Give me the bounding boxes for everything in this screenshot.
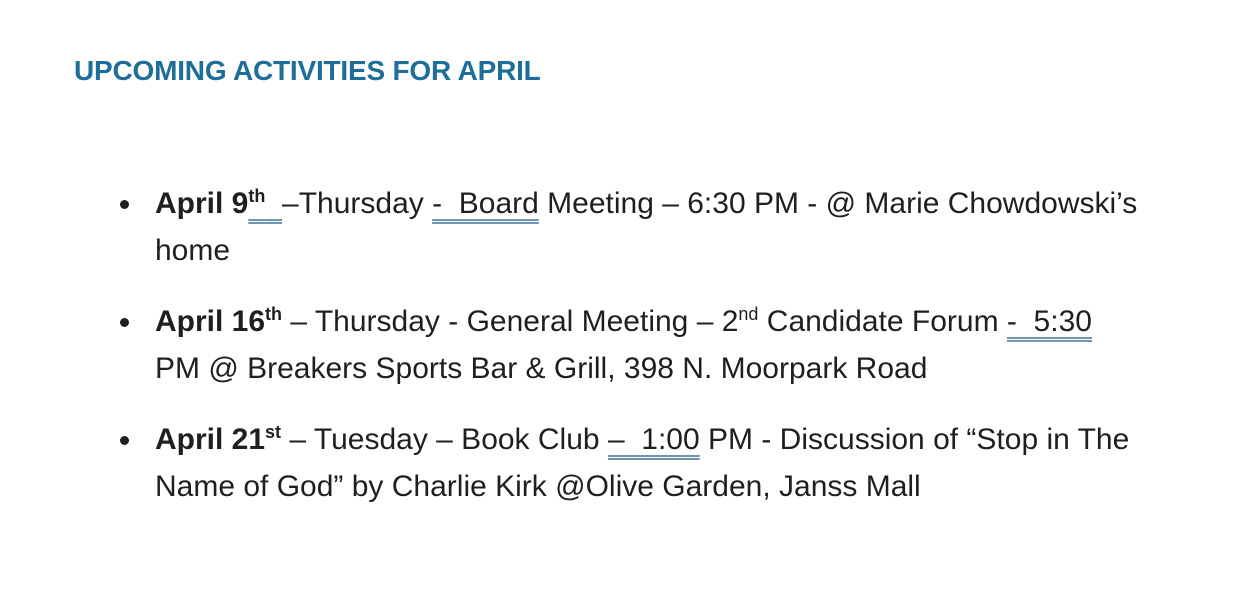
text-segment: Name of God” by Charlie Kirk @Olive Garden, Janss Mall <box>155 470 921 503</box>
text-segment: PM - Discussion of “Stop in The <box>699 423 1130 456</box>
list-item <box>118 416 1158 510</box>
text-segment: –Thursday <box>282 187 433 220</box>
text-segment: nd <box>738 304 759 324</box>
page-title: UPCOMING ACTIVITIES FOR APRIL <box>74 55 541 86</box>
text-segment: Meeting – 6:30 PM - @ Marie Chowdowski’s <box>538 187 1138 220</box>
grammar-flagged-text: - 5:30 <box>1006 305 1092 338</box>
grammar-flagged-text: - Board <box>432 187 539 220</box>
grammar-flagged-text <box>265 187 282 220</box>
list-item <box>118 298 1158 392</box>
text-segment: April 9 <box>155 187 249 220</box>
text-segment: – Tuesday – Book Club <box>281 423 608 456</box>
text-segment: home <box>155 234 231 267</box>
text-segment: April 21 <box>155 423 266 456</box>
bullet-marker <box>120 200 129 209</box>
bullet-marker <box>120 436 129 445</box>
text-segment: PM @ Breakers Sports Bar & Grill, 398 N. Moorpark Road <box>155 352 928 385</box>
activities-list <box>118 180 1158 534</box>
text-segment: th <box>265 304 283 324</box>
grammar-flagged-text: – 1:00 <box>607 423 700 456</box>
text-segment: April 16 <box>155 305 266 338</box>
text-segment: – Thursday - General Meeting – 2 <box>282 305 739 338</box>
text-segment: st <box>265 422 282 442</box>
bullet-marker <box>120 318 129 327</box>
grammar-flagged-text: th <box>248 186 266 206</box>
text-segment: Candidate Forum <box>758 305 1007 338</box>
list-item <box>118 180 1158 274</box>
